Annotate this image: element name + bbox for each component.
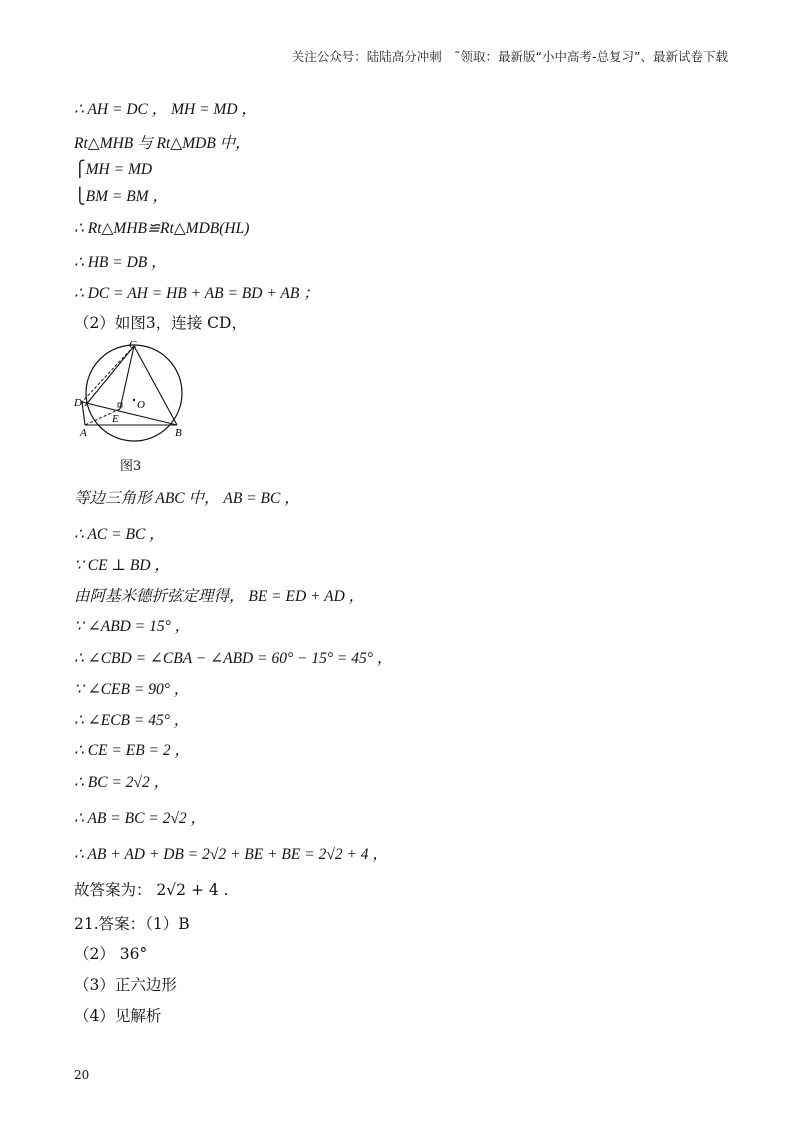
answer-21-part-2: （2） 36° [74, 945, 148, 963]
segment-db [82, 402, 177, 425]
part-2-intro: （2）如图3，连接 CD， [74, 314, 247, 332]
solution-line-13: ∵ ∠ABD = 15° ， [74, 618, 191, 635]
solution-line-2: Rt△MHB 与 Rt△MDB 中， [74, 135, 251, 152]
label-c: C [129, 339, 137, 351]
solution-line-7: ∴ DC = AH = HB + AB = BD + AB ； [74, 285, 319, 302]
solution-line-10: ∴ AC = BC ， [74, 526, 165, 543]
circle-diagram [74, 337, 204, 455]
solution-line-5: ∴ Rt△MHB≌Rt△MDB(HL) [74, 220, 250, 237]
segment-cb [134, 346, 177, 425]
segment-ad [82, 402, 85, 425]
solution-line-6: ∴ HB = DB ， [74, 254, 167, 271]
label-e: E [112, 413, 119, 425]
label-o: O [137, 399, 145, 411]
solution-line-11: ∵ CE ⊥ BD ， [74, 557, 170, 574]
solution-line-12: 由阿基米德折弦定理得， BE = ED + AD ， [74, 588, 365, 605]
segment-ce [120, 346, 134, 409]
answer-21-part-3: （3）正六边形 [74, 976, 177, 994]
solution-line-15: ∵ ∠CEB = 90° ， [74, 681, 190, 698]
solution-line-16: ∴ ∠ECB = 45° ， [74, 712, 190, 729]
segment-ca [85, 346, 134, 406]
solution-line-18: ∴ BC = 2√2 ， [74, 774, 170, 791]
solution-line-19: ∴ AB = BC = 2√2 ， [74, 810, 206, 827]
final-answer: 故答案为： 2√2 + 4 . [74, 881, 229, 899]
page-header: 关注公众号：陆陆高分冲刺 ˜领取：最新版“小中高考-总复习”、最新试卷下载 [291, 49, 728, 64]
brace-line-bottom: ⎩BM = BM ， [74, 188, 168, 205]
circle-o [86, 345, 182, 441]
figure-3 [74, 337, 204, 472]
brace-line-top: ⎧MH = MD [74, 161, 153, 178]
solution-line-17: ∴ CE = EB = 2 ， [74, 742, 191, 759]
solution-line-9: 等边三角形 ABC 中， AB = BC ， [74, 490, 300, 507]
label-b: B [175, 427, 182, 439]
solution-line-20: ∴ AB + AD + DB = 2√2 + BE + BE = 2√2 + 4 ， [74, 846, 388, 863]
solution-line-14: ∴ ∠CBD = ∠CBA − ∠ABD = 60° − 15° = 45° ， [74, 650, 393, 667]
answer-21-part-1: 21.答案：（1）B [74, 915, 190, 933]
label-d: D [74, 397, 82, 409]
label-a: A [80, 427, 87, 439]
center-point [133, 399, 135, 401]
answer-21-part-4: （4）见解析 [74, 1007, 162, 1025]
figure-caption: 图3 [120, 459, 142, 474]
solution-line-1: ∴ AH = DC ， MH = MD ， [74, 101, 257, 118]
page-number: 20 [74, 1068, 90, 1082]
